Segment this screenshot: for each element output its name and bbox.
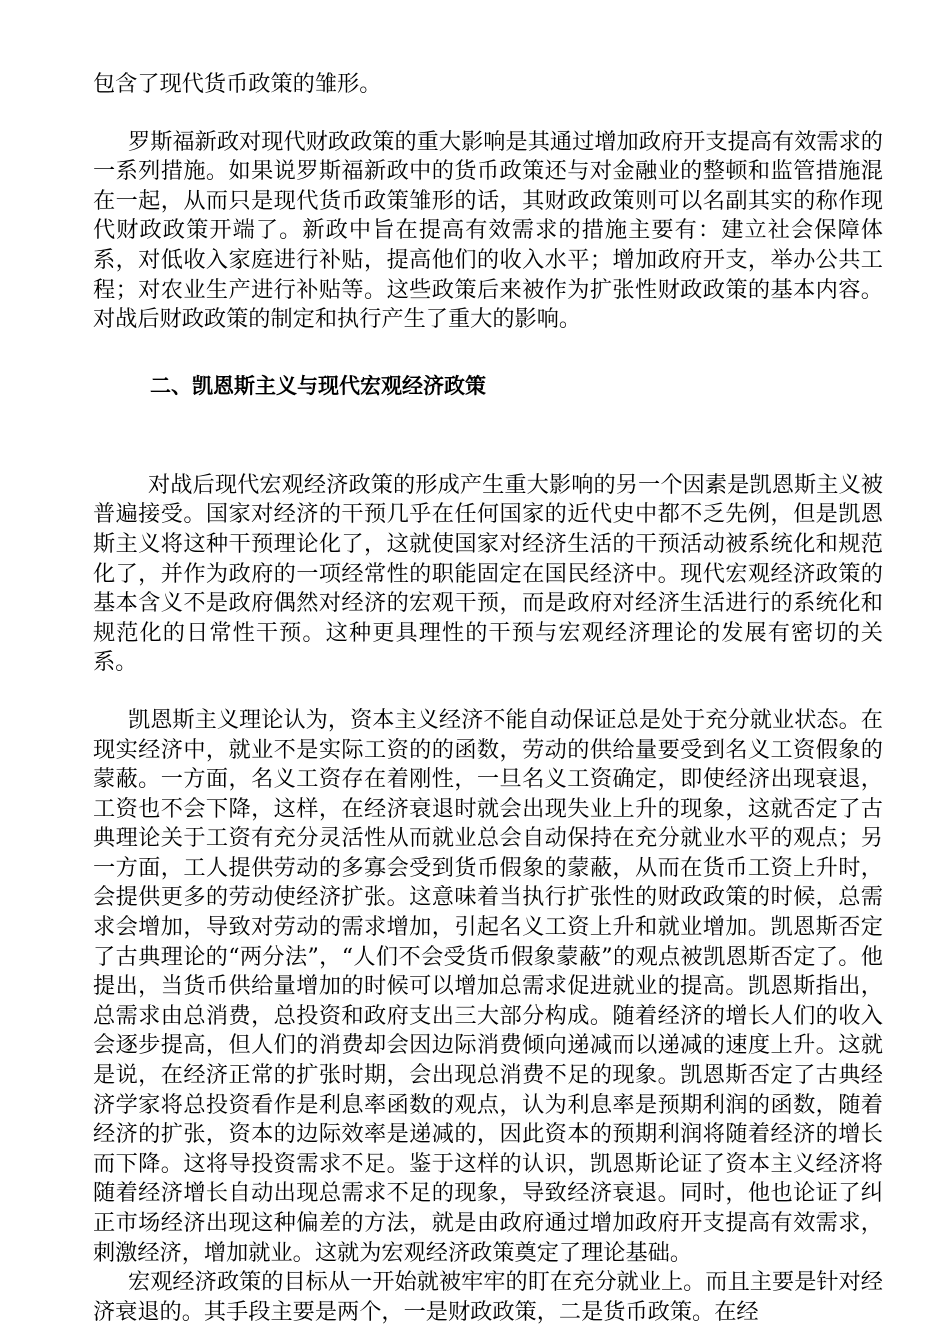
paragraph-roosevelt-new-deal: 罗斯福新政对现代财政政策的重大影响是其通过增加政府开支提高有效需求的一系列措施。如果说罗斯福新政中的货币政策还与对金融业的整顿和监管措施混在一起，从而只是现代货币政策雏形的话，其财政政策则可以名副其实的称作现代财政政策开端了。新政中旨在提高有效需求的措施主要有：建立社会保障体系，对低收入家庭进行补贴，提高他们的收入水平；增加政府开支，举办公共工程；对农业生产进行补贴等。这些政策后来被作为扩张性财政政策的基本内容。对战后财政政策的制定和执行产生了重大的影响。 — [93, 128, 883, 333]
document-page — [93, 70, 883, 1327]
paragraph-policy-goal: 宏观经济政策的目标从一开始就被牢牢的盯在充分就业上。而且主要是针对经济衰退的。其手段主要是两个，一是财政政策，二是货币政策。在经 — [93, 1269, 883, 1325]
paragraph-keynesian-theory: 凯恩斯主义理论认为，资本主义经济不能自动保证总是处于充分就业状态。在现实经济中，就业不是实际工资的的函数，劳动的供给量要受到名义工资假象的蒙蔽。一方面，名义工资存在着刚性，一旦名义工资确定，即使经济出现衰退，工资也不会下降，这样，在经济衰退时就会出现失业上升的现象，这就否定了古典理论关于工资有充分灵活性从而就业总会自动保持在充分就业水平的观点；另一方面，工人提供劳动的多寡会受到货币假象的蒙蔽，从而在货币工资上升时，会提供更多的劳动使经济扩张。这意味着当执行扩张性的财政政策的时候，总需求会增加，导致对劳动的需求增加，引起名义工资上升和就业增加。凯恩斯否定了古典理论的“两分法”，“人们不会受货币假象蒙蔽”的观点被凯恩斯否定了。他提出，当货币供给量增加的时候可以增加总需求促进就业的提高。凯恩斯指出，总需求由总消费，总投资和政府支出三大部分构成。随着经济的增长人们的收入会逐步提高，但人们的消费却会因边际消费倾向递减而以递减的速度上升。这就是说，在经济正常的扩张时期，会出现总消费不足的现象。凯恩斯否定了古典经济学家将总投资看作是利息率函数的观点，认为利息率是预期利润的函数，随着经济的扩张，资本的边际效率是递减的，因此资本的预期利润将随着经济的增长而下降。这将导投资需求不足。鉴于这样的认识，凯恩斯论证了资本主义经济将随着经济增长自动出现总需求不足的现象，导致经济衰退。同时，他也论证了纠正市场经济出现这种偏差的方法，就是由政府通过增加政府开支提高有效需求，刺激经济，增加就业。这就为宏观经济政策奠定了理论基础。 — [93, 706, 883, 1266]
section-heading: 二、凯恩斯主义与现代宏观经济政策 — [150, 373, 486, 398]
paragraph-postwar-policy: 对战后现代宏观经济政策的形成产生重大影响的另一个因素是凯恩斯主义被普遍接受。国家对经济的干预几乎在任何国家的近代史中都不乏先例，但是凯恩斯主义将这种干预理论化了，这就使国家对经济生活的干预活动被系统化和规范化了，并作为政府的一项经常性的职能固定在国民经济中。现代宏观经济政策的基本含义不是政府偶然对经济的宏观干预，而是政府对经济生活进行的系统化和规范化的日常性干预。这种更具理性的干预与宏观经济理论的发展有密切的关系。 — [93, 471, 883, 676]
paragraph-monetary-policy-tail: 包含了现代货币政策的雏形。 — [93, 71, 382, 97]
